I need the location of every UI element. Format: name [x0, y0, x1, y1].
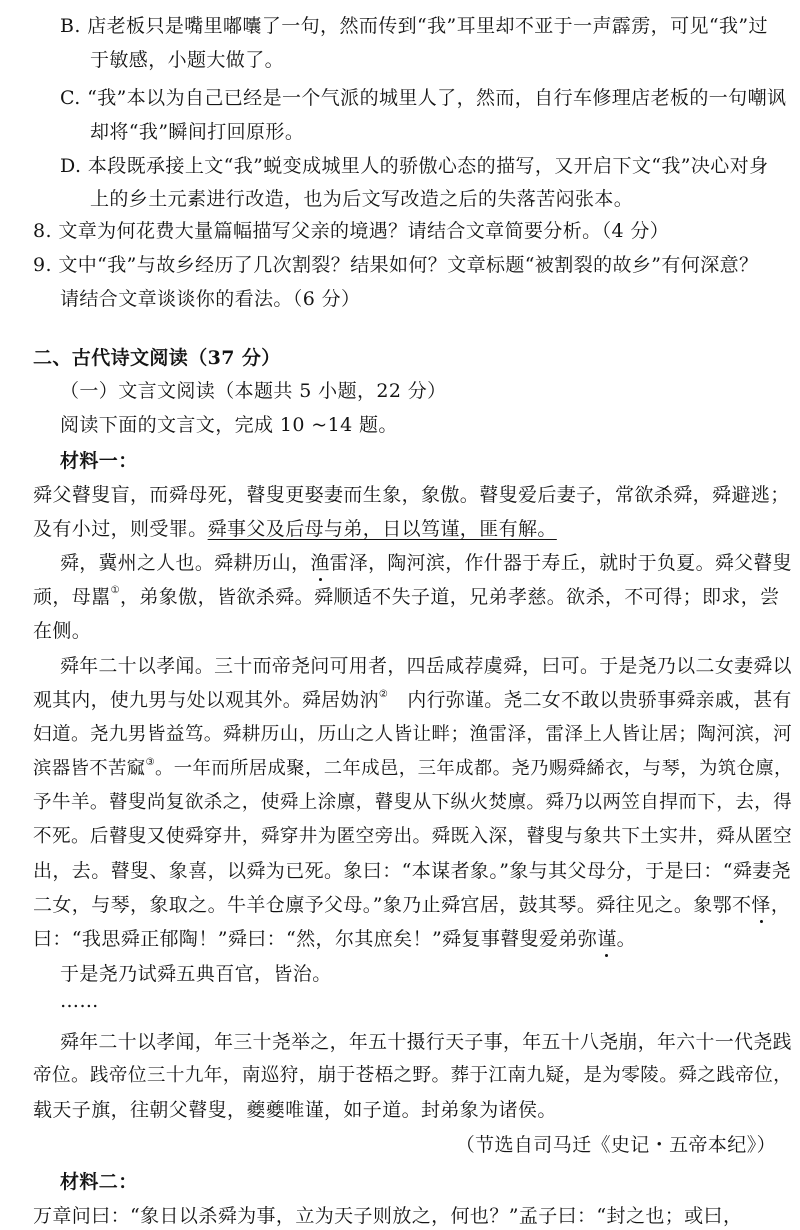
passage-line	[33, 520, 557, 539]
question-9-line-2: 请结合文章谈谈你的看法。（6 分）	[60, 288, 361, 310]
dotted-character: 渔	[310, 552, 330, 574]
option-d-line-1: D. 本段既承接上文“我”蜕变成城里人的骄傲心态的描写，又开启下文“我”决心对身	[60, 155, 769, 177]
passage-text: 及有小过，则受罪。	[33, 518, 208, 540]
passage-line: 舜父瞽叟盲，而舜母死，瞽叟更娶妻而生象，象傲。瞽叟爱后妻子，常欲杀舜，舜避逃；	[33, 484, 790, 506]
passage-line: 于是尧乃试舜五典百官，皆治。	[60, 963, 332, 985]
section-heading: 二、古代诗文阅读（37 分）	[33, 347, 281, 369]
passage-text: 。	[616, 928, 637, 950]
passage-text: 曰：“我思舜正郁陶！”舜曰：“然，尔其庶矣！”舜复事瞽叟爱弟弥	[33, 928, 598, 950]
option-c-line-1: C. “我”本以为自己已经是一个气派的城里人了，然而，自行车修理店老板的一句嘲讽	[60, 87, 787, 109]
material-1-label: 材料一：	[60, 450, 138, 472]
passage-text: 顽，母嚚	[33, 586, 111, 608]
passage-text: ，	[770, 894, 791, 916]
dotted-character: 谨	[597, 928, 617, 950]
option-d-line-2: 上的乡土元素进行改造，也为后文写改造之后的失落苦闷张本。	[90, 188, 634, 210]
reading-instruction: 阅读下面的文言文，完成 10 ~14 题。	[60, 414, 398, 436]
passage-text: 滨器皆不苦窳	[33, 758, 146, 779]
material-2-label: 材料二：	[60, 1171, 138, 1193]
passage-line: 载天子旗，往朝父瞽叟，夔夔唯谨，如子道。封弟象为诸侯。	[33, 1099, 557, 1121]
passage-text: ，弟象傲，皆欲杀舜。舜顺适不失子道，兄弟孝慈。欲杀，不可得；即求，尝	[119, 586, 780, 608]
passage-text: 。一年而所居成聚，二年成邑，三年成都。尧乃赐舜絺衣，与琴，为筑仓廪，	[154, 758, 793, 779]
passage-line	[33, 757, 793, 779]
option-c-line-2: 却将“我”瞬间打回原形。	[90, 121, 305, 143]
passage-line	[33, 930, 636, 949]
source-citation: （节选自司马迁《史记・五帝本纪》）	[455, 1134, 776, 1156]
passage-line: 予牛羊。瞽叟尚复欲杀之，使舜上涂廪，瞽叟从下纵火焚廪。舜乃以两笠自捍而下，去，得	[33, 792, 793, 813]
passage-line: 帝位。践帝位三十九年，南巡狩，崩于苍梧之野。葬于江南九疑，是为零陵。舜之践帝位，	[33, 1065, 793, 1086]
passage-text: 舜，冀州之人也。舜耕历山，	[60, 552, 311, 574]
passage-line: 舜年二十以孝闻。三十而帝尧问可用者，四岳咸荐虞舜，曰可。于是尧乃以二女妻舜以	[60, 655, 792, 677]
option-b-line-2: 于敏感，小题大做了。	[90, 49, 285, 71]
footnote-marker: ①	[110, 585, 120, 596]
passage-line	[33, 896, 790, 915]
passage-line: 出，去。瞽叟、象喜，以舜为已死。象曰：“本谋者象。”象与其父母分，于是曰：“舜妻尧	[33, 860, 792, 882]
passage-text: 雷泽，陶河滨，作什器于寿丘，就时于负夏。舜父瞽叟	[329, 552, 792, 574]
option-b-line-1: B. 店老板只是嘴里嘟囔了一句，然而传到“我”耳里却不亚于一声霹雳，可见“我”过	[60, 15, 768, 37]
footnote-marker: ③	[145, 757, 155, 768]
ellipsis: ……	[60, 990, 99, 1012]
footnote-marker: ②	[378, 689, 389, 700]
passage-line	[60, 554, 792, 573]
dotted-character: 怿	[751, 894, 771, 916]
passage-text: 内行弥谨。尧二女不敢以贵骄事舜亲戚，甚有	[388, 690, 792, 711]
passage-line	[33, 585, 780, 608]
underlined-sentence: 舜事父及后母与弟，日以笃谨，匪有解。	[207, 518, 557, 540]
subsection-heading: （一）文言文阅读（本题共 5 小题，22 分）	[60, 380, 447, 402]
passage-line: 万章问曰：“象日以杀舜为事，立为天子则放之，何也？”孟子曰：“封之也；或曰，	[33, 1205, 743, 1227]
passage-line: 舜年二十以孝闻，年三十尧举之，年五十摄行天子事，年五十八尧崩，年六十一代尧践	[60, 1031, 792, 1053]
passage-line: 在侧。	[33, 620, 92, 642]
passage-text: 观其内，使九男与处以观其外。舜居妫汭	[33, 690, 379, 711]
passage-line	[33, 689, 792, 711]
passage-text: 二女，与琴，象取之。牛羊仓廪予父母。”象乃止舜宫居，鼓其琴。舜往见之。象鄂不	[33, 894, 752, 916]
passage-line: 不死。后瞽叟又使舜穿井，舜穿井为匿空旁出。舜既入深，瞽叟与象共下土实井，舜从匿空	[33, 826, 793, 847]
passage-line: 妇道。尧九男皆益笃。舜耕历山，历山之人皆让畔；渔雷泽，雷泽上人皆让居；陶河滨，河	[33, 724, 793, 745]
question-8: 8. 文章为何花费大量篇幅描写父亲的境遇？请结合文章简要分析。（4 分）	[33, 220, 670, 242]
question-9-line-1: 9. 文中“我”与故乡经历了几次割裂？结果如何？文章标题“被割裂的故乡”有何深意？	[33, 254, 759, 276]
